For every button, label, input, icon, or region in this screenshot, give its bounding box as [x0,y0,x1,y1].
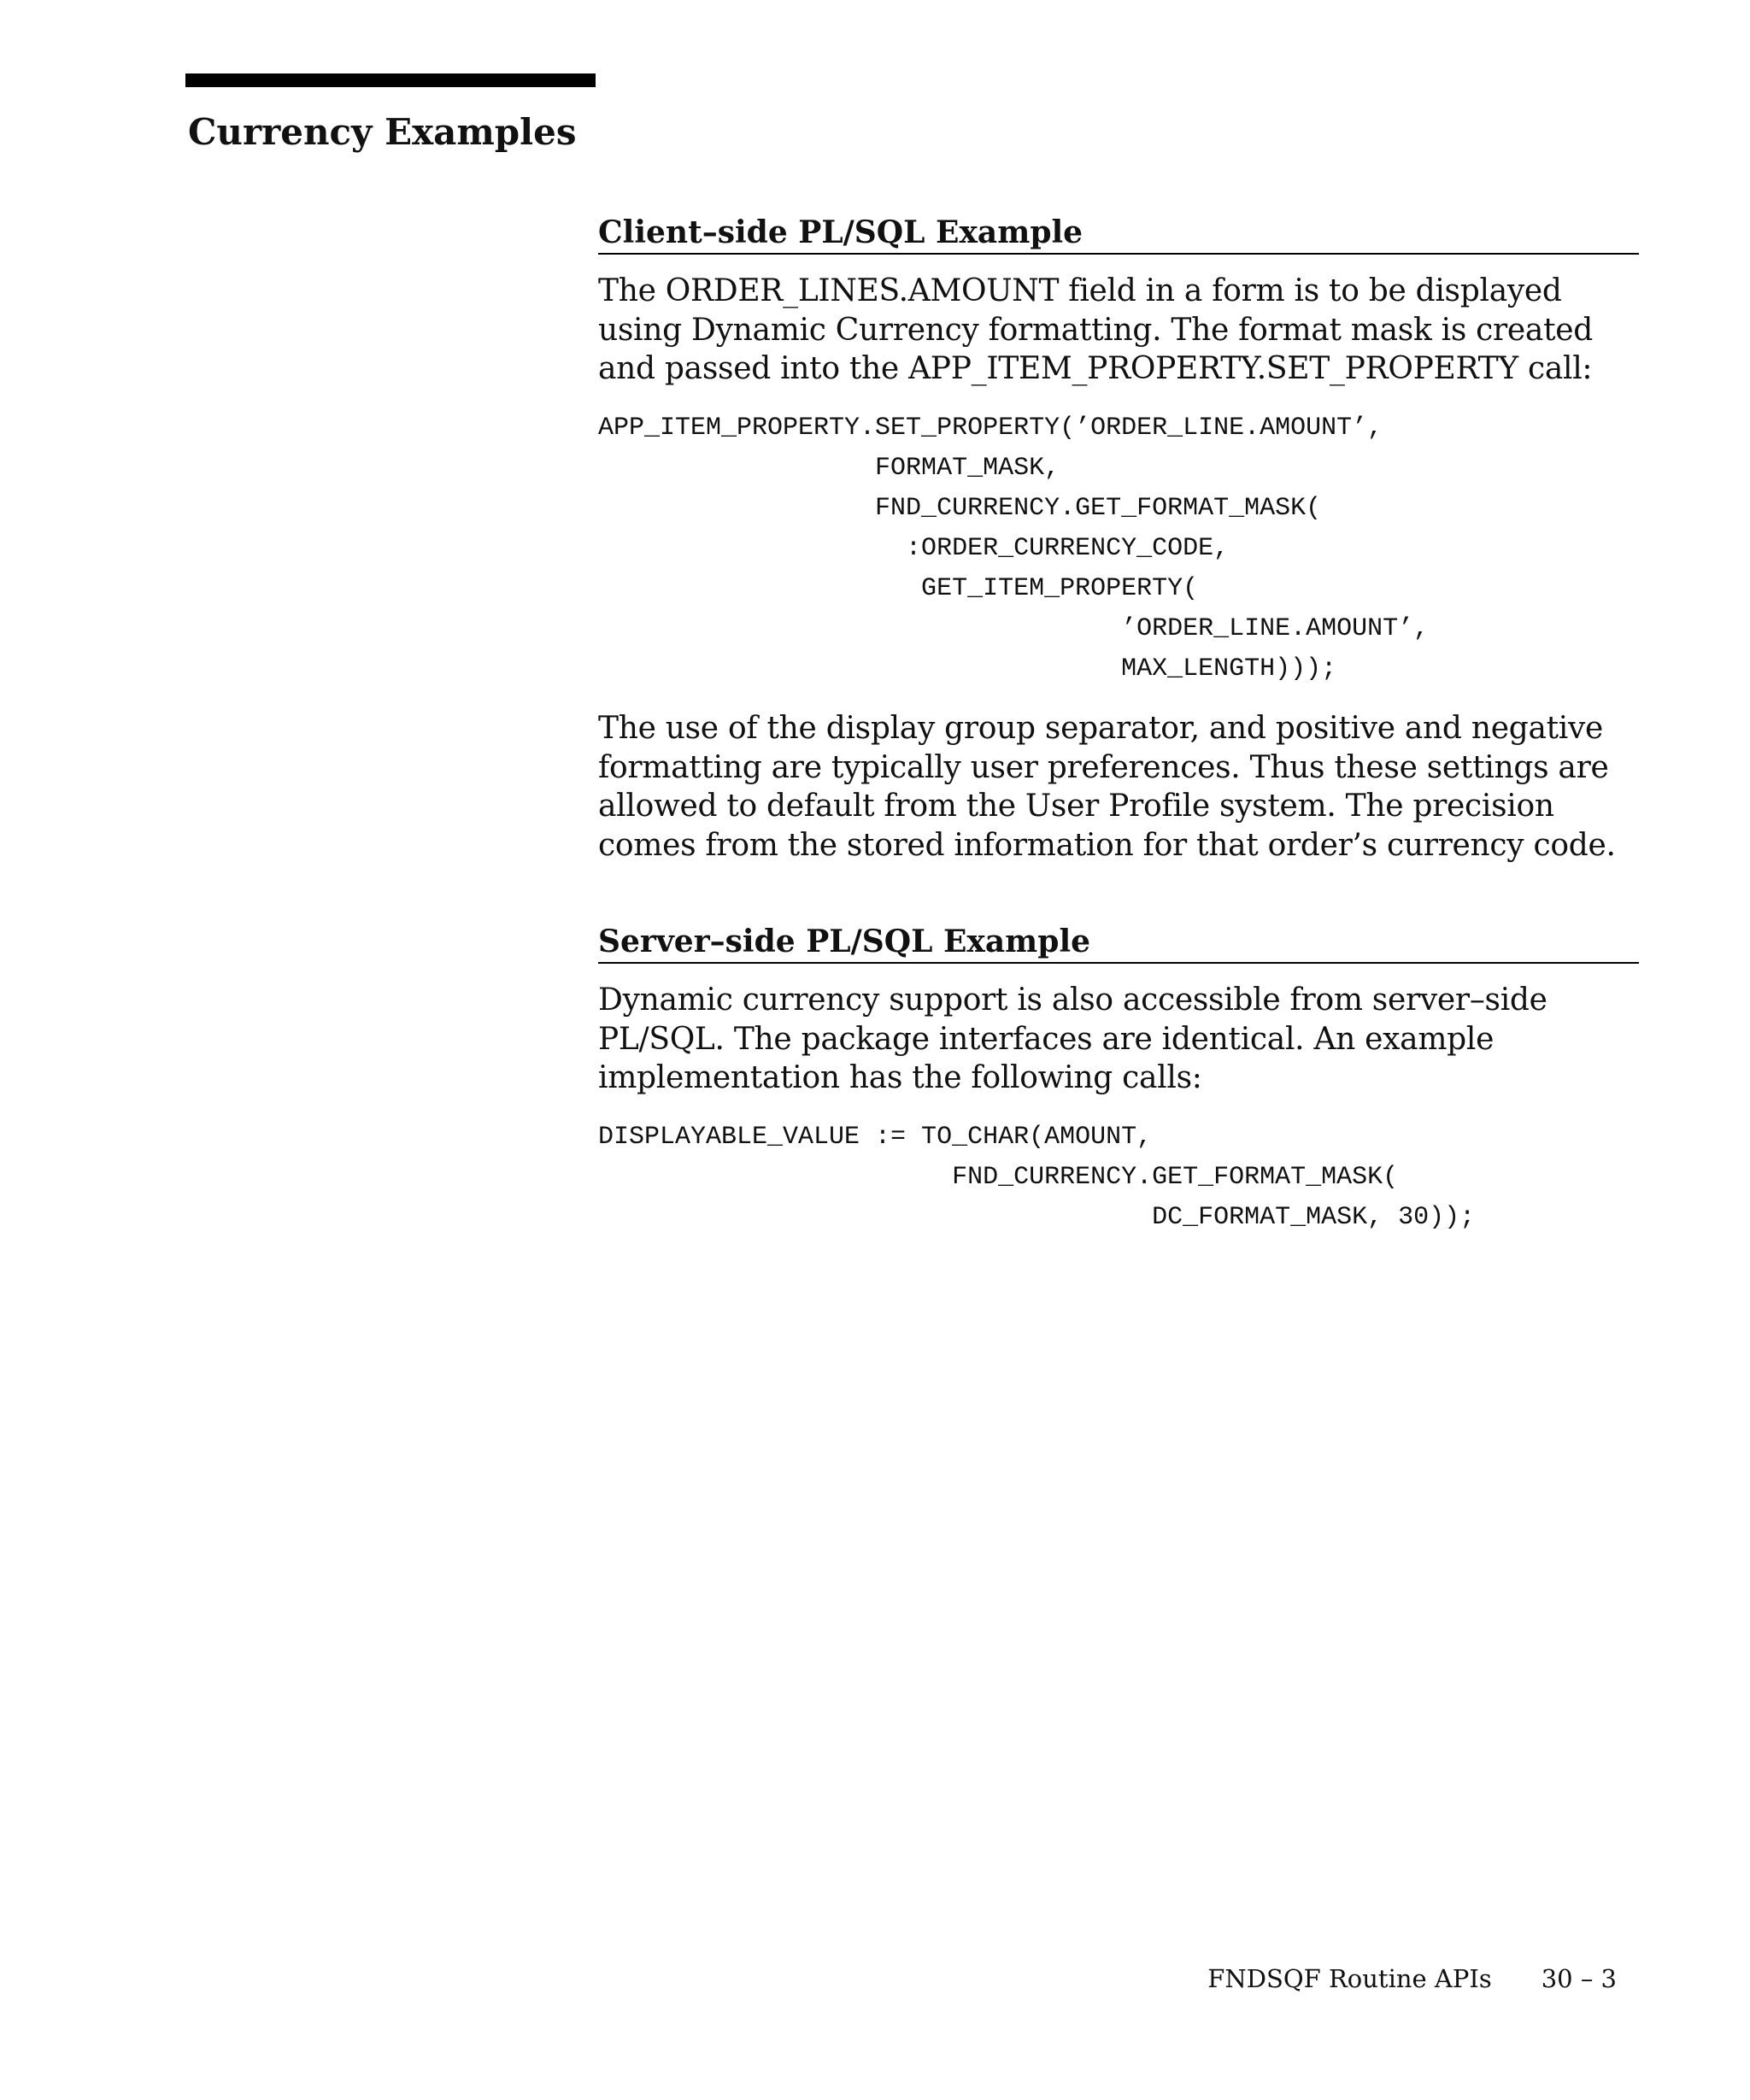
page-title-rule [185,73,596,87]
client-side-intro-paragraph: The ORDER_LINES.AMOUNT field in a form is to be displayed using Dynamic Currency formatting. The format mask is created and passed into the APP_ITEM_PROPERTY.SET_PROPERTY call: [598,273,1593,386]
footer-chapter-title: FNDSQF Routine APIs [1207,1964,1492,1993]
page-title: Currency Examples [188,111,577,153]
client-side-followup-paragraph: The use of the display group separator, and positive and negative formatting are typically user preferences. Thus these settings are allowed to default from the User Profile system. The precision comes from the stored information for that order’s currency code. [598,711,1616,863]
page-footer [0,1962,1617,1996]
server-side-code-block: DISPLAYABLE_VALUE := TO_CHAR(AMOUNT, FND_CURRENCY.GET_FORMAT_MASK( DC_FORMAT_MASK, 30)); [598,1123,1476,1232]
section-heading-client-side: Client–side PL/SQL Example [598,214,1639,255]
section-heading-server-side: Server–side PL/SQL Example [598,923,1639,964]
client-side-code-block: APP_ITEM_PROPERTY.SET_PROPERTY(’ORDER_LINE.AMOUNT’, FORMAT_MASK, FND_CURRENCY.GET_FORMAT_MASK( :ORDER_CURRENCY_CODE, GET_ITEM_PROPERTY( ’ORDER_LINE.AMOUNT’, MAX_LENGTH))); [598,414,1430,683]
server-side-intro-paragraph: Dynamic currency support is also accessible from server–side PL/SQL. The package interfaces are identical. An example implementation has the following calls: [598,983,1547,1095]
footer-page-number: 30 – 3 [1541,1964,1617,1993]
